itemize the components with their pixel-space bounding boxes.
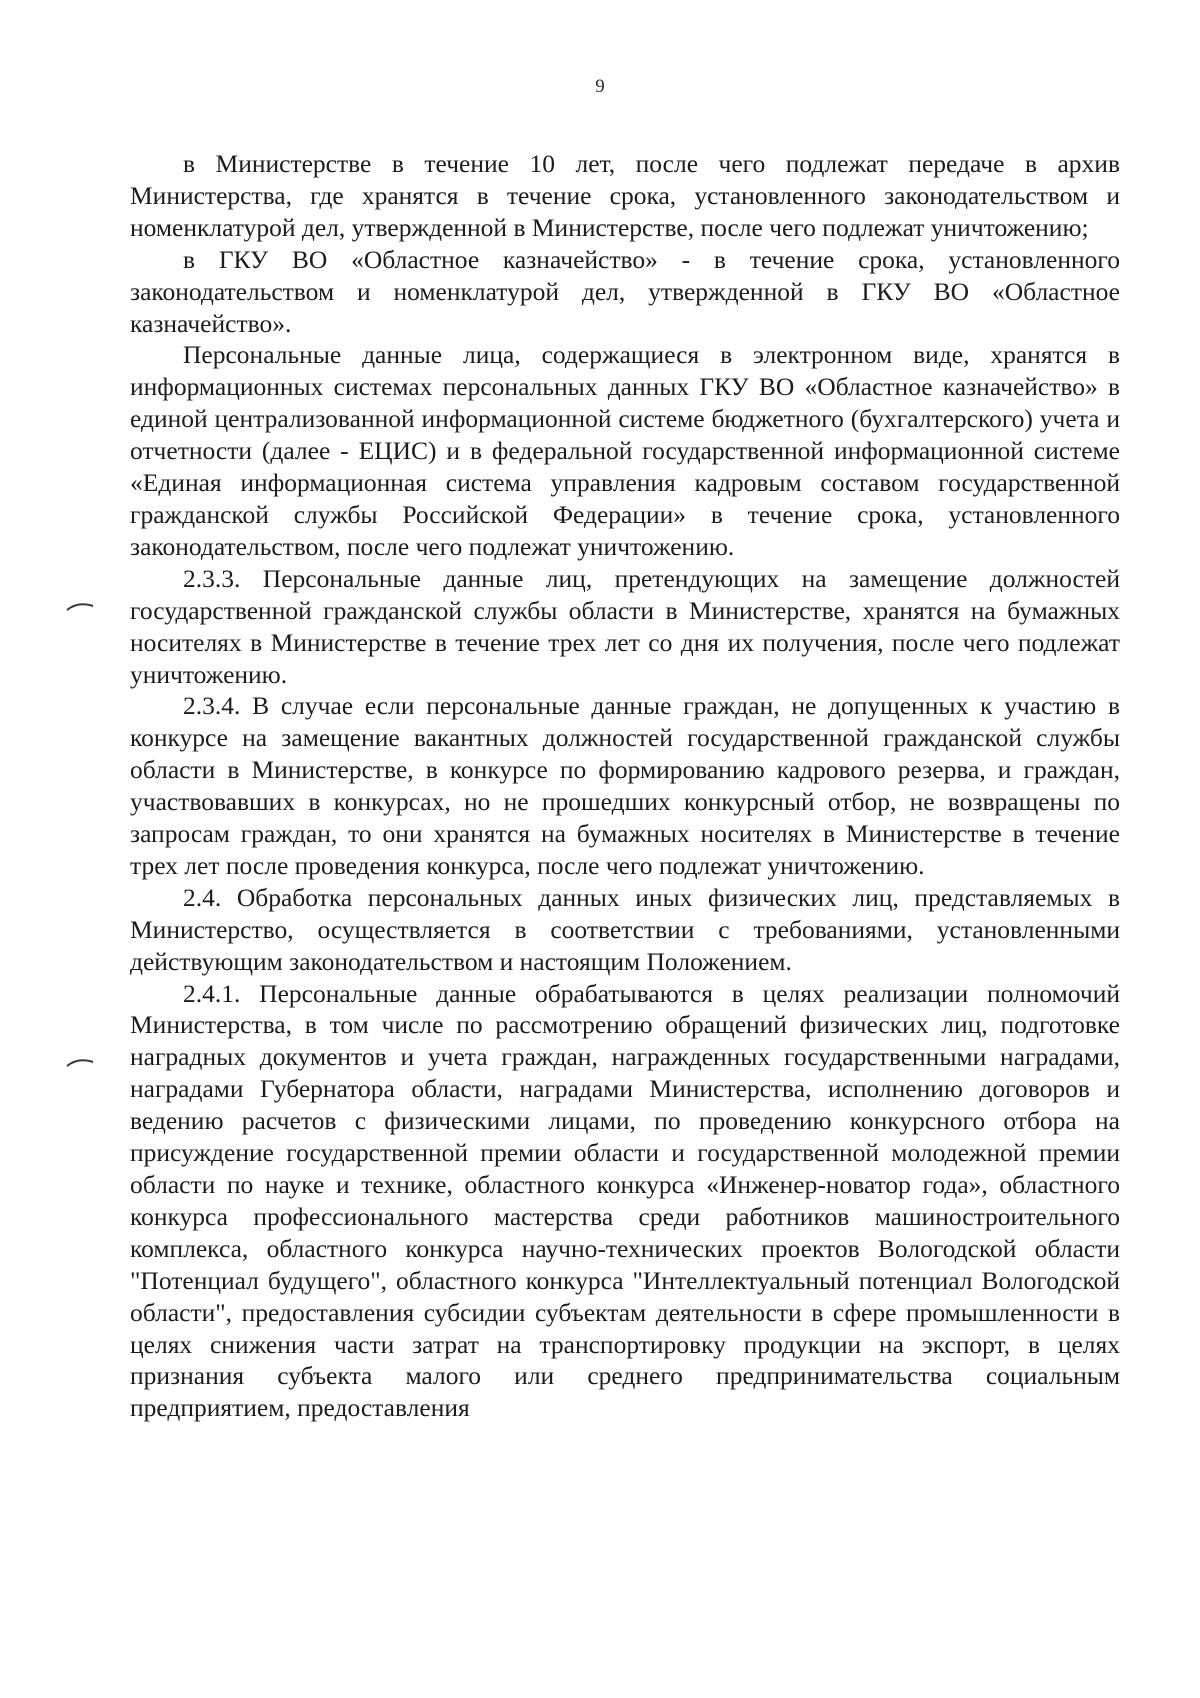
paragraph: в Министерстве в течение 10 лет, после чего подлежат передаче в архив Министерства, где хранятся в течение срока, установленного законодательством и номенклатурой дел, утвержденной в Министерстве, после чего подлежат уничтожению; [130,149,1120,242]
paragraph: 2.3.4. В случае если персональные данные граждан, не допущенных к участию в конкурсе на замещение вакантных должностей государственной гражданской службы области в Министерстве, в конкурсе по формированию кадрового резерва, и граждан, участвовавших в конкурсах, но не прошедших конкурсный отбор, не возвращены по запросам граждан, то они хранятся на бумажных носителях в Министерстве в течение трех лет после проведения конкурса, после чего подлежат уничтожению. [130,691,1120,880]
page-number: 9 [595,76,605,97]
margin-mark [66,1056,94,1068]
paragraph: 2.4. Обработка персональных данных иных физических лиц, представляемых в Министерство, осуществляется в соответствии с требованиями, установленными действующим законодательством и настоящим Положением. [130,882,1120,976]
margin-mark [66,600,94,612]
paragraph: 2.3.3. Персональные данные лиц, претендующих на замещение должностей государственной гражданской службы области в Министерстве, хранятся на бумажных носителях в Министерстве в течение трех лет со дня их получения, после чего подлежат уничтожению. [130,563,1120,689]
document-body [130,148,1120,1424]
paragraph: Персональные данные лица, содержащиеся в электронном виде, хранятся в информационных системах персональных данных ГКУ ВО «Областное казначейство» в единой централизованной информационной системе бюджетного (бухгалтерского) учета и отчетности (далее - ЕЦИС) и в федеральной государственной информационной системе «Единая информационная система управления кадровым составом государственной гражданской службы Российской Федерации» в течение срока, установленного законодательством, после чего подлежат уничтожению. [130,340,1120,561]
paragraph: 2.4.1. Персональные данные обрабатываются в целях реализации полномочий Министерства, в том числе по рассмотрению обращений физических лиц, подготовке наградных документов и учета граждан, награжденных государственными наградами, наградами Губернатора области, наградами Министерства, исполнению договоров и ведению расчетов с физическими лицами, по проведению конкурсного отбора на присуждение государственной премии области и государственной молодежной премии области по науке и технике, областного конкурса «Инженер-новатор года», областного конкурса профессионального мастерства среди работников машиностроительного комплекса, областного конкурса научно-технических проектов Вологодской области "Потенциал будущего", областного конкурса "Интеллектуальный потенциал Вологодской области", предоставления субсидии субъектам деятельности в сфере промышленности в целях снижения части затрат на транспортировку продукции на экспорт, в целях признания субъекта малого или среднего предпринимательства социальным предприятием, предоставления [130,978,1120,1423]
paragraph: в ГКУ ВО «Областное казначейство» - в течение срока, установленного законодательством и номенклатурой дел, утвержденной в ГКУ ВО «Областное казначейство». [130,244,1120,338]
